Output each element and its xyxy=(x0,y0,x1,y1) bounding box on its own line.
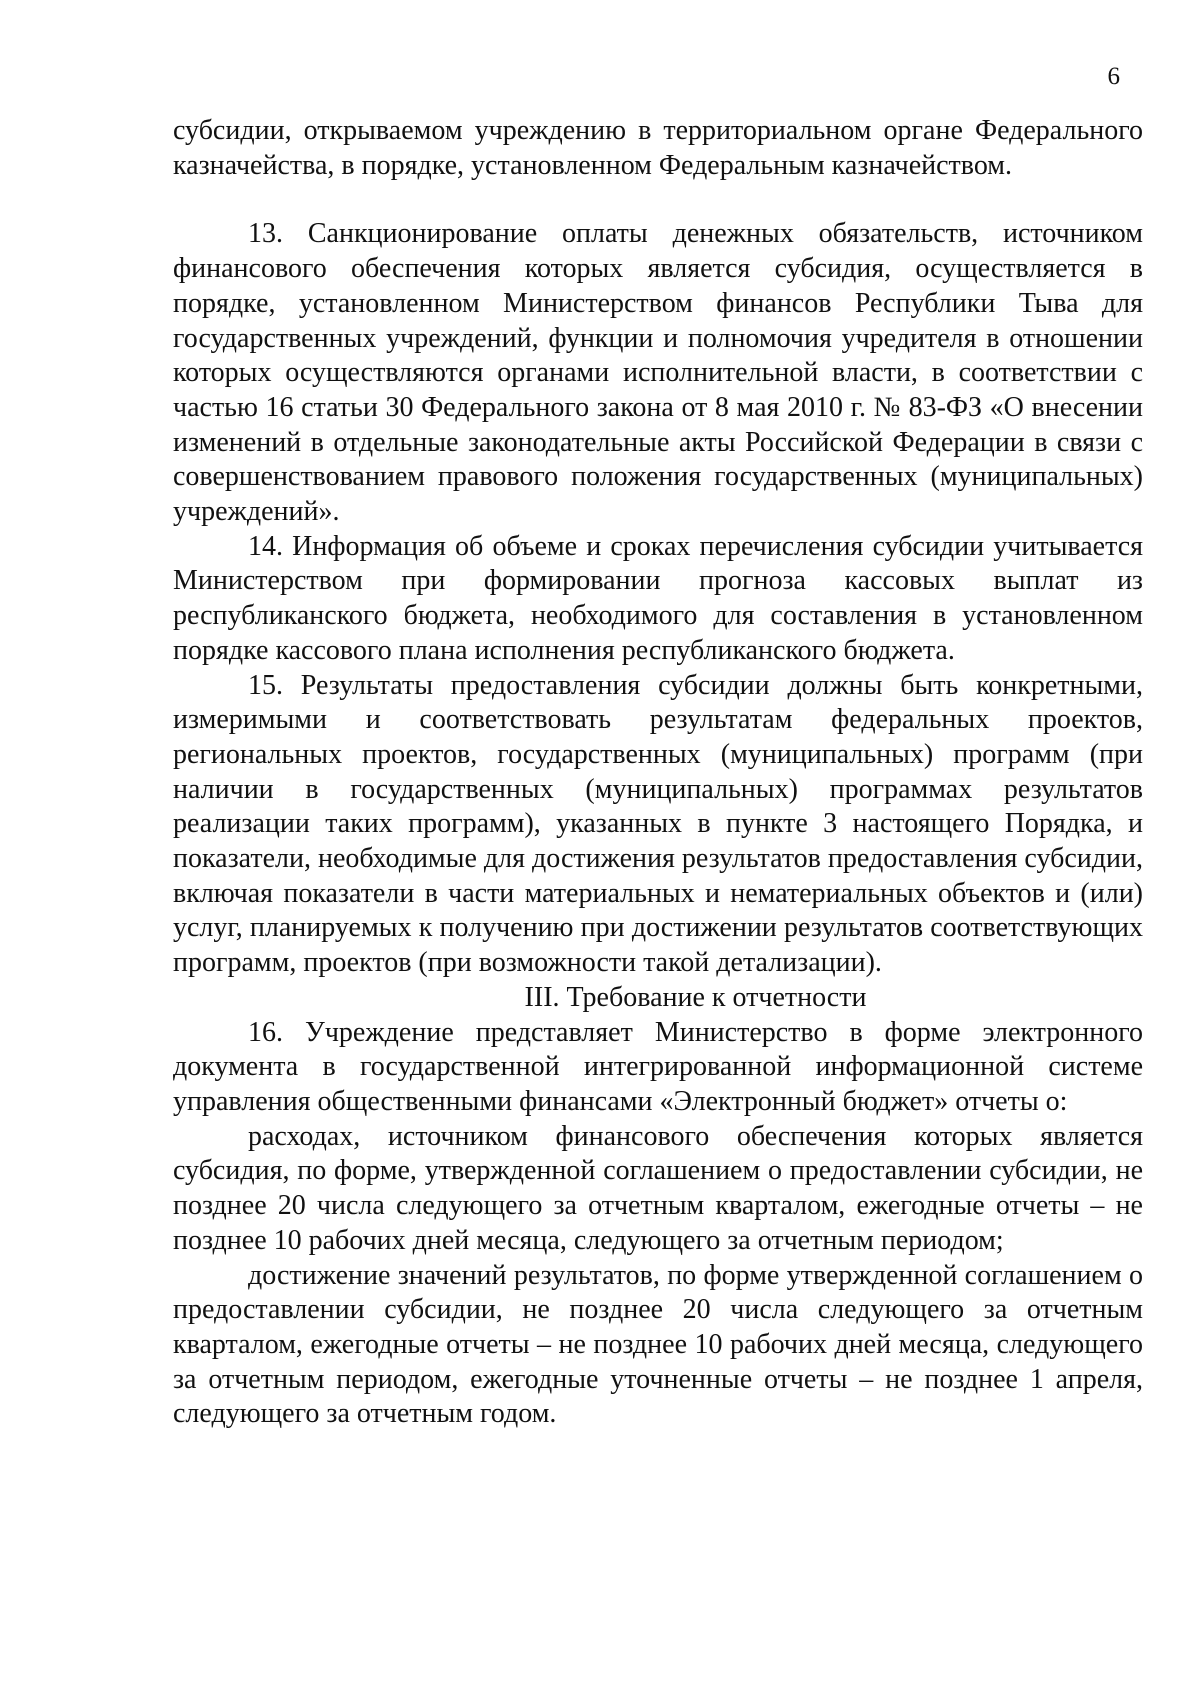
paragraph-14: 14. Информация об объеме и сроках перечисления субсидии учитывается Министерством при формировании прогноза кассовых выплат из республиканского бюджета, необходимого для составления в установленном порядке кассового плана исполнения республиканского бюджета. xyxy=(173,530,1143,666)
section-title: III. Требование к отчетности xyxy=(524,981,867,1013)
paragraph-16: 16. Учреждение представляет Министерство в форме электронного документа в государственной интегрированной информационной системе управления общественными финансами «Электронный бюджет» отчеты о: xyxy=(173,1016,1143,1117)
page-number: 6 xyxy=(1107,63,1120,90)
document-body xyxy=(173,114,1143,1432)
paragraph-16-results: достижение значений результатов, по форме утвержденной соглашением о предоставлении субсидии, не позднее 20 числа следующего за отчетным кварталом, ежегодные отчеты – не позднее 10 рабочих дней месяца, следующего за отчетным периодом, ежегодные уточненные отчеты – не позднее 1 апреля, следующего за отчетным годом. xyxy=(173,1259,1143,1430)
paragraph-continuation: субсидии, открываемом учреждению в территориальном органе Федерального казначейства, в порядке, установленном Федеральным казначейством. xyxy=(173,115,1143,181)
paragraph-16-expenses: расходах, источником финансового обеспечения которых является субсидия, по форме, утвержденной соглашением о предоставлении субсидии, не позднее 20 числа следующего за отчетным кварталом, ежегодные отчеты – не позднее 10 рабочих дней месяца, следующего за отчетным периодом; xyxy=(173,1120,1143,1256)
paragraph-15: 15. Результаты предоставления субсидии должны быть конкретными, измеримыми и соответствовать результатам федеральных проектов, региональных проектов, государственных (муниципальных) программ (при наличии в государственных (муниципальных) программах результатов реализации таких программ), указанных в пункте 3 настоящего Порядка, и показатели, необходимые для достижения результатов предоставления субсидии, включая показатели в части материальных и нематериальных объектов и (или) услуг, планируемых к получению при достижении результатов соответствующих программ, проектов (при возможности такой детализации). xyxy=(173,669,1143,979)
paragraph-13: 13. Санкционирование оплаты денежных обязательств, источником финансового обеспечения которых является субсидия, осуществляется в порядке, установленном Министерством финансов Республики Тыва для государственных учреждений, функции и полномочия учредителя в отношении которых осуществляются органами исполнительной власти, в соответствии с частью 16 статьи 30 Федерального закона от 8 мая 2010 г. № 83-ФЗ «О внесении изменений в отдельные законодательные акты Российской Федерации в связи с совершенствованием правового положения государственных (муниципальных) учреждений». xyxy=(173,218,1143,528)
